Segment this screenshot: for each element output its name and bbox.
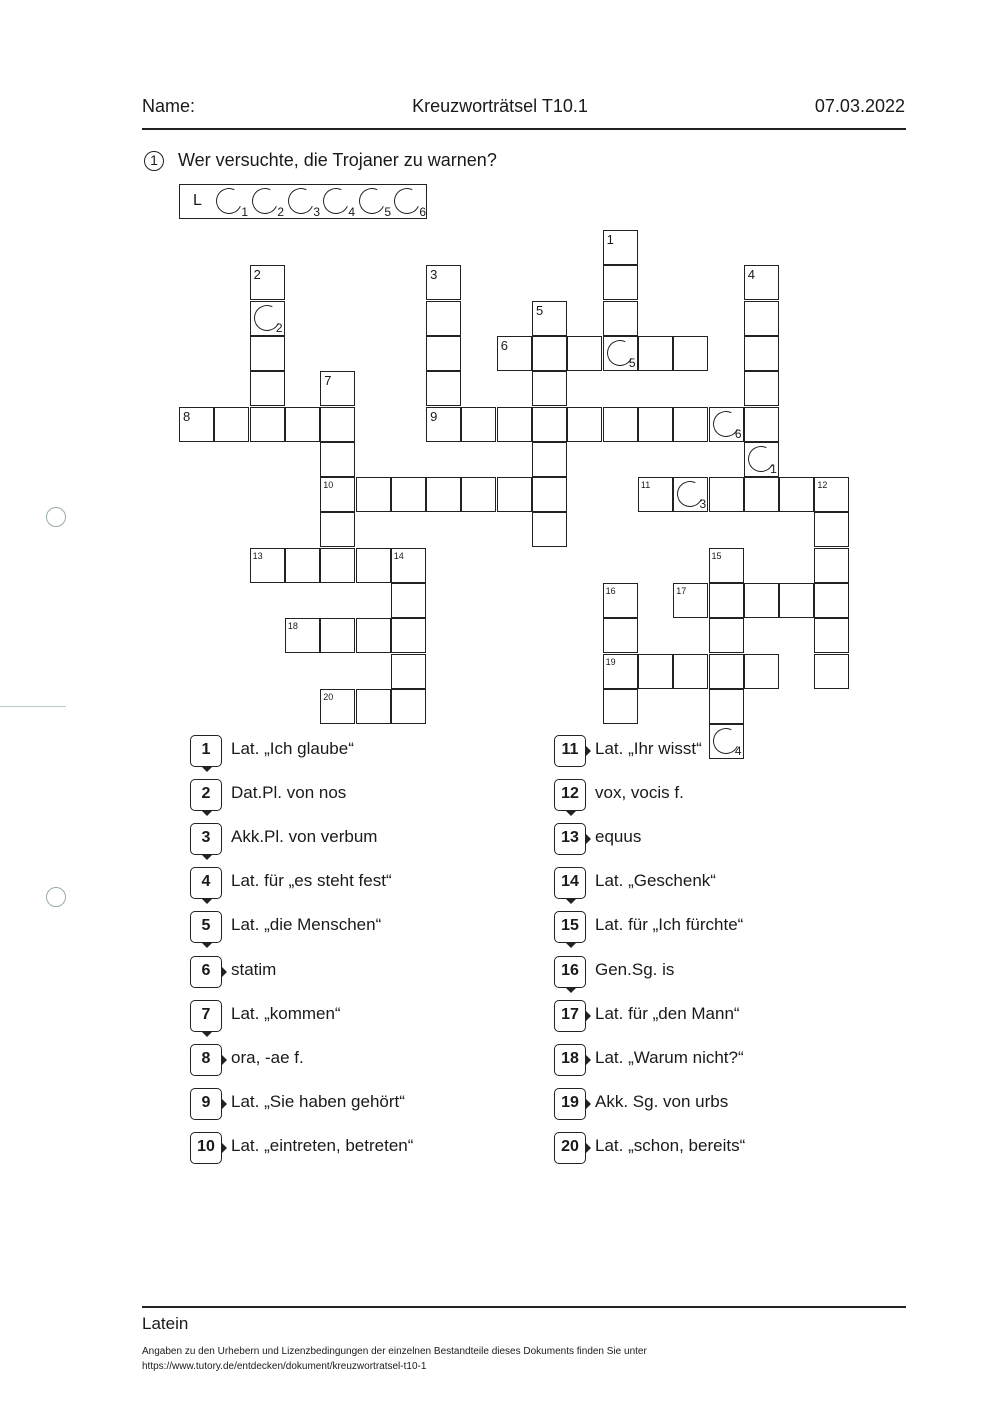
grid-cell[interactable] xyxy=(391,618,426,653)
grid-cell[interactable] xyxy=(426,371,461,406)
solution-marker-index: 4 xyxy=(734,744,742,759)
clue-text: Lat. „Warum nicht?“ xyxy=(595,1047,744,1067)
grid-cell[interactable] xyxy=(814,477,849,512)
solution-circle-index: 5 xyxy=(384,205,391,219)
grid-cell[interactable] xyxy=(461,477,496,512)
clue-text: Lat. „eintreten, betreten“ xyxy=(231,1135,414,1155)
question-number: 1 xyxy=(144,151,164,171)
cell-number: 20 xyxy=(323,691,334,702)
grid-cell[interactable] xyxy=(285,407,320,442)
grid-cell[interactable] xyxy=(532,407,567,442)
grid-cell[interactable] xyxy=(532,512,567,547)
grid-cell[interactable] xyxy=(814,583,849,618)
grid-cell[interactable] xyxy=(814,618,849,653)
grid-cell[interactable] xyxy=(250,336,285,371)
solution-circle-3[interactable] xyxy=(288,188,320,219)
solution-circle-index: 1 xyxy=(241,205,248,219)
grid-cell[interactable] xyxy=(744,301,779,336)
solution-row[interactable] xyxy=(179,184,427,219)
grid-cell[interactable] xyxy=(532,371,567,406)
clue-text: Lat. „Ihr wisst“ xyxy=(595,739,702,758)
clue-text: Dat.Pl. von nos xyxy=(231,783,347,803)
grid-cell[interactable] xyxy=(426,265,461,300)
grid-cell[interactable] xyxy=(744,265,779,300)
cell-number: 4 xyxy=(747,267,756,283)
solution-marker-index: 2 xyxy=(275,320,283,335)
grid-cell[interactable] xyxy=(250,301,285,336)
cell-number: 9 xyxy=(430,408,438,424)
grid-cell[interactable] xyxy=(532,442,567,477)
clue-number-badge: 16 xyxy=(554,956,586,988)
clue-number-badge: 14 xyxy=(554,867,586,899)
date: 07.03.2022 xyxy=(814,96,905,116)
cell-number: 12 xyxy=(817,480,828,491)
license-note xyxy=(142,1344,842,1374)
grid-cell[interactable] xyxy=(179,407,214,442)
grid-cell[interactable] xyxy=(391,654,426,689)
grid-cell[interactable] xyxy=(532,301,567,336)
clue-text: Lat. für „den Mann“ xyxy=(595,1003,740,1023)
grid-cell[interactable] xyxy=(285,548,320,583)
cell-number: 13 xyxy=(252,550,263,561)
cell-number: 11 xyxy=(640,480,651,491)
clue-text: Lat. „Ich glaube“ xyxy=(231,739,354,758)
clue-number-badge: 10 xyxy=(190,1132,222,1164)
header-rule xyxy=(142,128,906,130)
clue-number-badge: 19 xyxy=(554,1088,586,1120)
punch-hole-bottom xyxy=(46,887,66,907)
grid-cell[interactable] xyxy=(391,583,426,618)
grid-cell[interactable] xyxy=(603,265,638,300)
grid-cell[interactable] xyxy=(779,477,814,512)
footer-rule xyxy=(142,1306,906,1308)
cell-number: 16 xyxy=(605,586,616,596)
grid-cell[interactable] xyxy=(673,583,708,618)
clue-text: Akk. Sg. von urbs xyxy=(595,1091,729,1111)
grid-cell[interactable] xyxy=(214,407,249,442)
grid-cell[interactable] xyxy=(320,512,355,547)
grid-cell[interactable] xyxy=(603,618,638,653)
grid-cell[interactable] xyxy=(320,442,355,477)
solution-circle-4[interactable] xyxy=(323,188,355,219)
grid-cell[interactable] xyxy=(779,583,814,618)
solution-circle-index: 4 xyxy=(348,205,355,219)
cell-number: 8 xyxy=(183,408,191,424)
cell-number: 2 xyxy=(253,267,261,283)
grid-cell[interactable] xyxy=(744,583,779,618)
solution-circle-1[interactable] xyxy=(216,188,248,219)
grid-cell[interactable] xyxy=(744,442,779,477)
grid-cell[interactable] xyxy=(356,689,391,724)
clue-number-badge: 7 xyxy=(190,1000,222,1032)
cell-number: 5 xyxy=(536,302,544,318)
grid-cell[interactable] xyxy=(603,301,638,336)
grid-cell[interactable] xyxy=(426,407,461,442)
grid-cell[interactable] xyxy=(709,477,744,512)
solution-marker-index: 3 xyxy=(699,497,707,512)
clue-number-badge: 2 xyxy=(190,779,222,811)
clue-text: Lat. „schon, bereits“ xyxy=(595,1135,746,1155)
clue-number-badge: 9 xyxy=(190,1088,222,1120)
grid-cell[interactable] xyxy=(426,301,461,336)
grid-cell[interactable] xyxy=(497,336,532,371)
grid-cell[interactable] xyxy=(709,548,744,583)
clue-number-badge: 3 xyxy=(190,823,222,855)
clue-number-badge: 4 xyxy=(190,867,222,899)
grid-cell[interactable] xyxy=(709,689,744,724)
clue-text: vox, vocis f. xyxy=(595,783,684,803)
grid-cell[interactable] xyxy=(356,618,391,653)
solution-circle-2[interactable] xyxy=(252,188,284,219)
grid-cell[interactable] xyxy=(638,477,673,512)
clue-number-badge: 11 xyxy=(554,735,586,767)
clue-text: statim xyxy=(231,959,277,979)
grid-cell[interactable] xyxy=(709,583,744,618)
grid-cell[interactable] xyxy=(532,336,567,371)
grid-cell[interactable] xyxy=(461,407,496,442)
grid-cell[interactable] xyxy=(320,689,355,724)
cell-number: 1 xyxy=(606,232,614,247)
grid-cell[interactable] xyxy=(744,336,779,371)
clue-text: Lat. „die Menschen“ xyxy=(231,915,382,935)
grid-cell[interactable] xyxy=(250,265,285,300)
solution-marker-index: 5 xyxy=(628,355,636,370)
grid-cell[interactable] xyxy=(391,689,426,724)
clue-number-badge: 17 xyxy=(554,1000,586,1032)
grid-cell[interactable] xyxy=(426,336,461,371)
cell-number: 19 xyxy=(605,656,616,667)
grid-cell[interactable] xyxy=(603,583,638,618)
grid-cell[interactable] xyxy=(391,477,426,512)
grid-cell[interactable] xyxy=(320,548,355,583)
solution-circle-5[interactable] xyxy=(359,188,391,219)
grid-cell[interactable] xyxy=(709,654,744,689)
cell-number: 14 xyxy=(393,550,404,561)
clue-text: Lat. „Geschenk“ xyxy=(595,871,716,891)
question-text: Wer versuchte, die Trojaner zu warnen? xyxy=(178,150,497,170)
grid-cell[interactable] xyxy=(814,654,849,689)
cell-number: 3 xyxy=(430,267,438,283)
clue-number-badge: 8 xyxy=(190,1044,222,1076)
cell-number: 17 xyxy=(676,586,687,596)
grid-cell[interactable] xyxy=(744,407,779,442)
grid-cell[interactable] xyxy=(391,548,426,583)
license-url: https://www.tutory.de/entdecken/dokument/kreuzwortratsel-t10-1 xyxy=(142,1361,427,1372)
grid-cell[interactable] xyxy=(638,336,673,371)
grid-cell[interactable] xyxy=(356,548,391,583)
name-label: Name: xyxy=(142,96,196,116)
grid-cell[interactable] xyxy=(673,407,708,442)
subject-label: Latein xyxy=(142,1314,189,1333)
grid-cell[interactable] xyxy=(638,407,673,442)
grid-cell[interactable] xyxy=(250,548,285,583)
grid-cell[interactable] xyxy=(532,477,567,512)
grid-cell[interactable] xyxy=(814,512,849,547)
solution-marker-index: 1 xyxy=(770,461,777,476)
clue-number-badge: 6 xyxy=(190,956,222,988)
solution-circle-6[interactable] xyxy=(394,188,426,219)
clue-text: Lat. für „es steht fest“ xyxy=(231,871,392,891)
grid-cell[interactable] xyxy=(814,548,849,583)
grid-cell[interactable] xyxy=(497,477,532,512)
solution-marker-index: 6 xyxy=(734,426,742,441)
clue-number-badge: 1 xyxy=(190,735,222,767)
clue-text: Gen.Sg. is xyxy=(595,959,675,979)
grid-cell[interactable] xyxy=(744,654,779,689)
grid-cell[interactable] xyxy=(709,724,744,759)
grid-cell[interactable] xyxy=(603,336,638,371)
clue-number-badge: 12 xyxy=(554,779,586,811)
clue-number-badge: 13 xyxy=(554,823,586,855)
grid-cell[interactable] xyxy=(320,618,355,653)
grid-cell[interactable] xyxy=(603,654,638,689)
cell-number: 6 xyxy=(500,337,508,353)
clue-text: Lat. für „Ich fürchte“ xyxy=(595,915,744,935)
grid-cell[interactable] xyxy=(673,654,708,689)
solution-circle-index: 2 xyxy=(277,205,284,219)
grid-cell[interactable] xyxy=(709,407,744,442)
solution-circle-index: 6 xyxy=(419,205,426,219)
cell-number: 15 xyxy=(711,550,722,561)
cell-number: 18 xyxy=(287,621,298,632)
clue-number-badge: 5 xyxy=(190,911,222,943)
grid-cell[interactable] xyxy=(744,371,779,406)
grid-cell[interactable] xyxy=(673,477,708,512)
clue-number-badge: 15 xyxy=(554,911,586,943)
grid-cell[interactable] xyxy=(709,618,744,653)
grid-cell[interactable] xyxy=(603,230,638,265)
grid-cell[interactable] xyxy=(673,336,708,371)
clue-text: Lat. „kommen“ xyxy=(231,1003,341,1023)
clue-number-badge: 20 xyxy=(554,1132,586,1164)
grid-cell[interactable] xyxy=(250,371,285,406)
grid-cell[interactable] xyxy=(638,654,673,689)
grid-cell[interactable] xyxy=(320,477,355,512)
grid-cell[interactable] xyxy=(426,477,461,512)
cell-number: 7 xyxy=(324,373,332,389)
grid-cell[interactable] xyxy=(497,407,532,442)
clue-number-badge: 18 xyxy=(554,1044,586,1076)
clue-text: ora, -ae f. xyxy=(231,1047,304,1067)
clue-text: Akk.Pl. von verbum xyxy=(231,827,378,847)
grid-cell[interactable] xyxy=(320,371,355,406)
grid-cell[interactable] xyxy=(603,407,638,442)
cell-number: 10 xyxy=(323,480,334,491)
grid-cell[interactable] xyxy=(744,477,779,512)
grid-cell[interactable] xyxy=(567,407,602,442)
grid-cell[interactable] xyxy=(320,407,355,442)
solution-first-letter: L xyxy=(193,192,202,209)
license-text: Angaben zu den Urhebern und Lizenzbedingungen der einzelnen Bestandteile dieses Dokuments finden Sie unter xyxy=(142,1346,647,1357)
solution-circle-index: 3 xyxy=(313,205,320,219)
fold-mark xyxy=(0,706,66,707)
clue-text: equus xyxy=(595,827,642,847)
grid-cell[interactable] xyxy=(250,407,285,442)
grid-cell[interactable] xyxy=(567,336,602,371)
grid-cell[interactable] xyxy=(356,477,391,512)
grid-cell[interactable] xyxy=(603,689,638,724)
clue-text: Lat. „Sie haben gehört“ xyxy=(231,1091,405,1111)
punch-hole-top xyxy=(46,507,66,527)
grid-cell[interactable] xyxy=(285,618,320,653)
page-title: Kreuzworträtsel T10.1 xyxy=(412,96,588,116)
